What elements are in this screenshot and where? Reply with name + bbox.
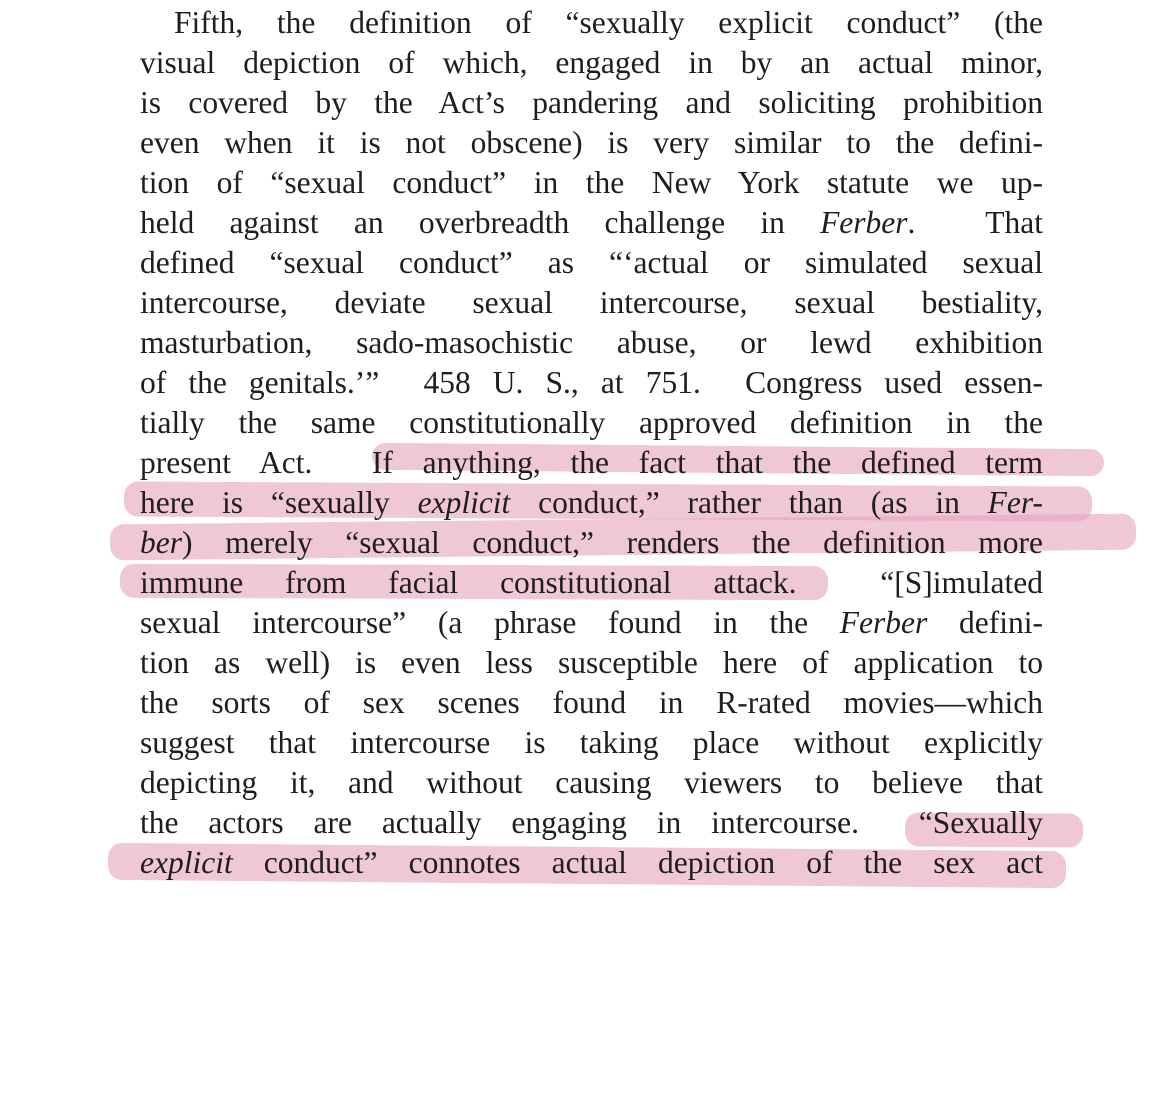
text-segment: tion as well) is even less susceptible here of application to [140, 645, 1043, 680]
text-segment: conduct,” rather than (as in [510, 485, 988, 520]
text-line [140, 563, 1043, 603]
text-segment: defined “sexual conduct” as “‘actual or simulated sexual [140, 245, 1043, 280]
text-segment: ) merely “sexual conduct,” renders the definition more [182, 525, 1043, 560]
text-line [140, 203, 1043, 243]
text-segment: tially the same constitutionally approved definition in the [140, 405, 1043, 440]
text-line [140, 163, 1043, 203]
italic-text: Ferber [839, 605, 928, 640]
text-segment: intercourse, deviate sexual intercourse, sexual bestiality, [140, 285, 1043, 320]
text-segment: Fifth, the definition of “sexually explicit conduct” (the [174, 5, 1043, 40]
text-segment: conduct” connotes actual depiction of the sex act [232, 845, 1043, 880]
text-segment: tion of “sexual conduct” in the New York statute we up- [140, 165, 1043, 200]
text-segment: is covered by the Act’s pandering and soliciting prohibition [140, 85, 1043, 120]
text-line [140, 483, 1043, 523]
text-segment: . That [907, 205, 1043, 240]
text-line [140, 803, 1043, 843]
text-line [140, 43, 1043, 83]
text-segment: here is “sexually [140, 485, 418, 520]
text-line [140, 323, 1043, 363]
text-segment: of the genitals.’” 458 U. S., at 751. Congress used essen- [140, 365, 1043, 400]
text-segment: even when it is not obscene) is very similar to the defini- [140, 125, 1043, 160]
italic-text: explicit [140, 845, 233, 880]
text-segment: the actors are actually engaging in intercourse. “Sexually [140, 805, 1043, 840]
text-line [140, 3, 1043, 43]
text-line [140, 843, 1043, 883]
text-line [140, 283, 1043, 323]
text-line [140, 643, 1043, 683]
text-line [140, 403, 1043, 443]
italic-text: ber [140, 525, 182, 560]
text-segment: masturbation, sado-masochistic abuse, or lewd exhibition [140, 325, 1043, 360]
text-line [140, 683, 1043, 723]
text-line [140, 443, 1043, 483]
text-line [140, 83, 1043, 123]
text-segment: present Act. If anything, the fact that the defined term [140, 445, 1043, 480]
text-segment: the sorts of sex scenes found in R-rated movies—which [140, 685, 1043, 720]
text-segment: defini- [927, 605, 1043, 640]
italic-text: Fer- [987, 485, 1043, 520]
italic-text: Ferber [820, 205, 908, 240]
body-text [140, 3, 1043, 883]
text-segment: visual depiction of which, engaged in by an actual minor, [140, 45, 1043, 80]
italic-text: explicit [417, 485, 511, 520]
text-line [140, 763, 1043, 803]
text-line [140, 603, 1043, 643]
text-segment: suggest that intercourse is taking place without explicitly [140, 725, 1043, 760]
text-segment: held against an overbreadth challenge in [140, 205, 821, 240]
text-line [140, 123, 1043, 163]
text-line [140, 243, 1043, 283]
text-segment: sexual intercourse” (a phrase found in the [140, 605, 840, 640]
text-line [140, 523, 1043, 563]
text-line [140, 363, 1043, 403]
text-segment: depicting it, and without causing viewers to believe that [140, 765, 1043, 800]
text-segment: immune from facial constitutional attack. “[S]imulated [140, 565, 1043, 600]
text-line [140, 723, 1043, 763]
